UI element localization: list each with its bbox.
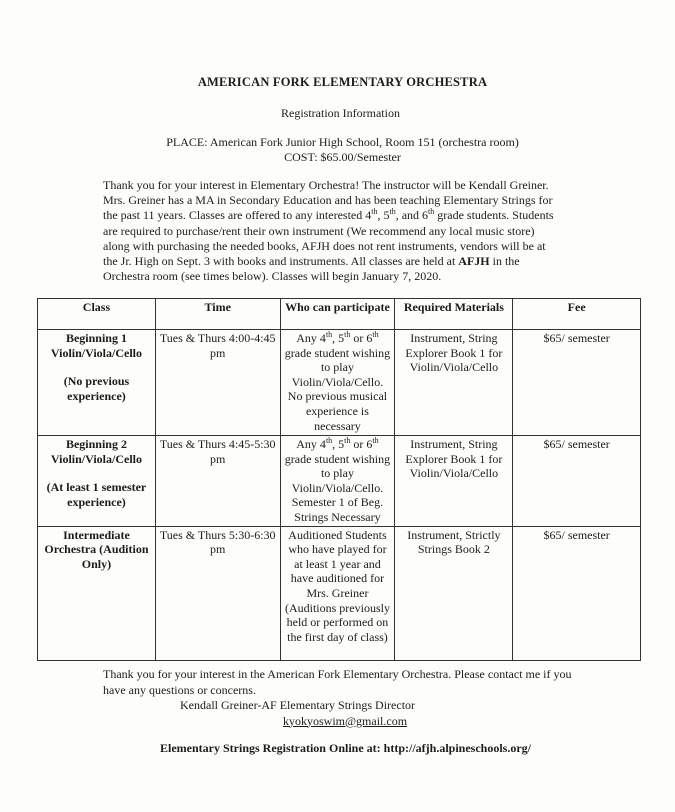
time-cell: Tues & Thurs 4:00-4:45 pm xyxy=(155,330,280,436)
who-sup: th xyxy=(325,436,333,445)
table-row xyxy=(38,436,641,527)
intro-grade-4: 4 xyxy=(365,208,372,223)
fee-cell: $65/ semester xyxy=(513,526,641,660)
who-sup: th xyxy=(372,436,379,445)
who-text: grade student wishing to play Violin/Viola/Cello. Semester 1 of Beg. Strings Necessary xyxy=(284,451,391,524)
class-name: Beginning 2 Violin/Viola/Cello xyxy=(50,437,143,466)
intro-sup-4: th xyxy=(371,207,378,217)
intro-grade-5: , 5 xyxy=(377,208,390,223)
who-text: Any 4 xyxy=(296,437,326,451)
materials-cell: Instrument, Strictly Strings Book 2 xyxy=(395,526,513,660)
header-materials: Required Materials xyxy=(395,299,513,330)
table-row xyxy=(38,526,641,660)
who-sup: th xyxy=(325,330,333,339)
email-link[interactable]: kyokyoswim@gmail.com xyxy=(283,713,408,728)
who-text: or 6 xyxy=(350,437,373,451)
who-sup: th xyxy=(372,330,379,339)
table-header-row xyxy=(38,299,641,330)
cost-line: COST: $65.00/Semester xyxy=(284,150,401,164)
intro-sup-5: th xyxy=(389,207,396,217)
class-cell xyxy=(38,526,156,660)
who-sup: th xyxy=(344,436,351,445)
signature-line: Kendall Greiner-AF Elementary Strings Director xyxy=(180,698,416,712)
intro-afjh: AFJH xyxy=(458,254,490,269)
intro-sup-6: th xyxy=(428,207,435,217)
intro-text-2: grade students. Students are required to purchase/rent their own instrument (We recommend any local music store) along with purchasing the needed books, AFJH does not rent instruments, vendors will be at the Jr. High on Sept. 3 with books and instruments. All classes are held at xyxy=(103,208,554,269)
class-name: Intermediate Orchestra (Audition Only) xyxy=(44,527,149,571)
materials-cell: Instrument, String Explorer Book 1 for Violin/Viola/Cello xyxy=(395,330,513,436)
fee-cell: $65/ semester xyxy=(513,330,641,436)
fee-cell: $65/ semester xyxy=(513,436,641,527)
intro-text-3: in the Orchestra room (see times below). Classes will begin January 7, 2020. xyxy=(103,254,520,284)
who-text: , 5 xyxy=(332,437,345,451)
time-cell: Tues & Thurs 5:30-6:30 pm xyxy=(155,526,280,660)
who-text: or 6 xyxy=(350,331,373,345)
intro-paragraph xyxy=(103,178,563,284)
who-text: , 5 xyxy=(332,331,345,345)
who-sup: th xyxy=(344,330,351,339)
who-text: grade student wishing to play Violin/Viola/Cello. No previous musical experience is necessary xyxy=(284,345,391,433)
intro-text-1: Thank you for your interest in Elementary Orchestra! The instructor will be Kendall Greiner. Mrs. Greiner has a MA in Secondary Education and has been teaching Elementary Strings for the past 11 years. Classes are offered to any interested xyxy=(103,178,553,223)
table-row xyxy=(38,330,641,436)
registration-online-link[interactable]: Elementary Strings Registration Online at: http://afjh.alpineschools.org/ xyxy=(160,741,531,755)
class-note: (No previous experience) xyxy=(63,374,130,403)
document-title: AMERICAN FORK ELEMENTARY ORCHESTRA xyxy=(197,75,488,89)
header-who: Who can participate xyxy=(280,299,395,330)
class-cell xyxy=(38,330,156,436)
who-text: Any 4 xyxy=(296,331,326,345)
class-table xyxy=(37,298,641,661)
place-line: PLACE: American Fork Junior High School, Room 151 (orchestra room) xyxy=(166,135,519,149)
who-cell: Auditioned Students who have played for at least 1 year and have auditioned for Mrs. Greiner (Auditions previously held or performed on the first day of class) xyxy=(280,526,395,660)
intro-grade-6: , and 6 xyxy=(395,208,429,223)
closing-block xyxy=(103,667,583,729)
header-class: Class xyxy=(38,299,156,330)
class-cell xyxy=(38,436,156,527)
closing-message: Thank you for your interest in the American Fork Elementary Orchestra. Please contact me if you have any questions or concerns. xyxy=(103,667,572,697)
header-fee: Fee xyxy=(513,299,641,330)
document-subtitle: Registration Information xyxy=(281,106,400,120)
header-time: Time xyxy=(155,299,280,330)
who-cell xyxy=(280,330,395,436)
class-note: (At least 1 semester experience) xyxy=(46,480,147,509)
class-name: Beginning 1 Violin/Viola/Cello xyxy=(50,331,143,360)
materials-cell: Instrument, String Explorer Book 1 for Violin/Viola/Cello xyxy=(395,436,513,527)
time-cell: Tues & Thurs 4:45-5:30 pm xyxy=(155,436,280,527)
who-cell xyxy=(280,436,395,527)
